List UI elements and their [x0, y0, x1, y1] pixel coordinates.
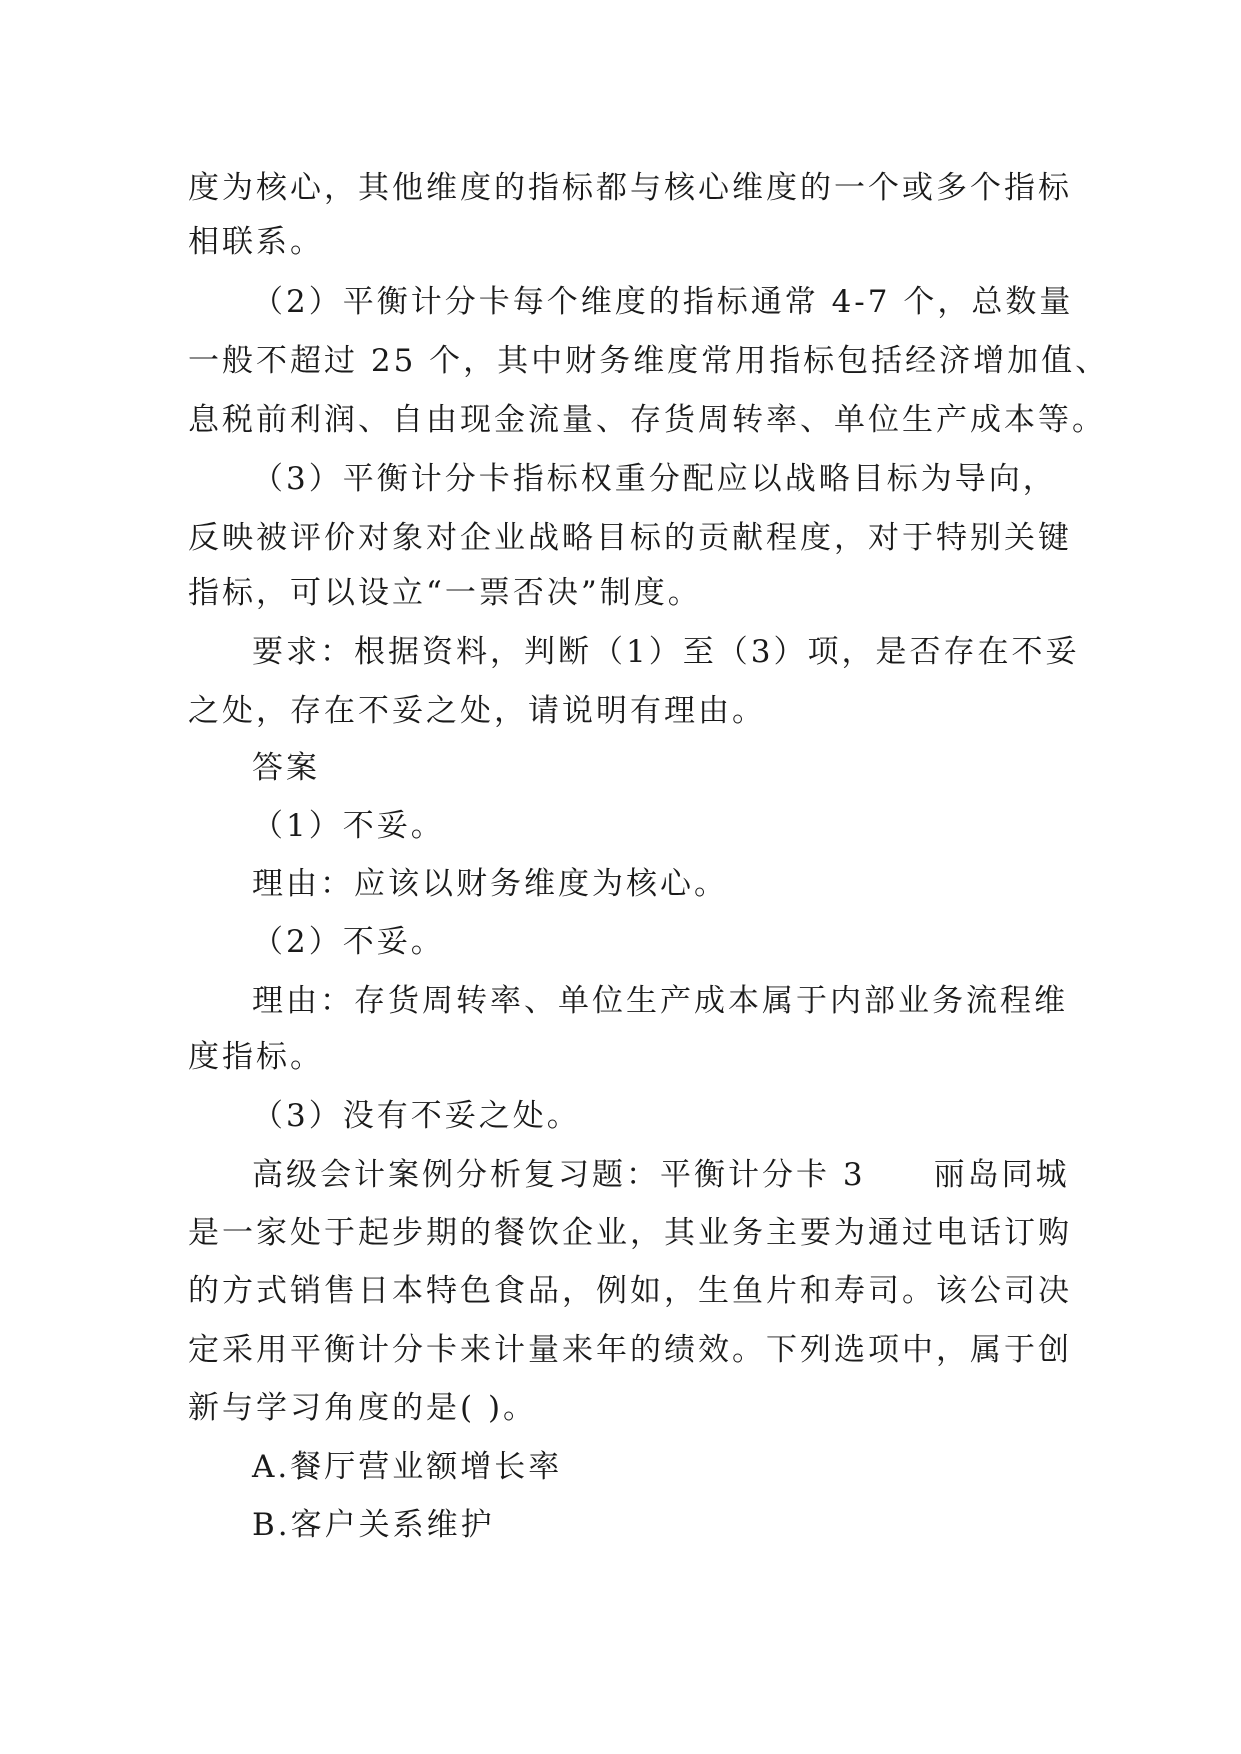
- text-line: 度为核心，其他维度的指标都与核心维度的一个或多个指标: [188, 170, 1072, 206]
- text-line: （2）不妥。: [252, 924, 445, 960]
- text-line: 要求：根据资料，判断（1）至（3）项，是否存在不妥: [252, 634, 1080, 670]
- text-line: 指标，可以设立“一票否决”制度。: [188, 575, 702, 611]
- text-line: （3）平衡计分卡指标权重分配应以战略目标为导向，: [252, 461, 1057, 497]
- text-line: 度指标。: [188, 1039, 324, 1075]
- text-line: 理由：存货周转率、单位生产成本属于内部业务流程维: [252, 983, 1068, 1019]
- text-line: 反映被评价对象对企业战略目标的贡献程度，对于特别关键: [188, 520, 1072, 556]
- text-line: 新与学习角度的是( )。: [188, 1390, 538, 1426]
- text-line: 理由：应该以财务维度为核心。: [252, 866, 728, 902]
- text-line: 相联系。: [188, 224, 324, 260]
- answer-heading: 答案: [252, 750, 320, 786]
- text-line: 高级会计案例分析复习题：平衡计分卡 3 丽岛同城: [252, 1157, 1070, 1193]
- text-line: （1）不妥。: [252, 808, 445, 844]
- text-line: 定采用平衡计分卡来计量来年的绩效。下列选项中，属于创: [188, 1332, 1072, 1368]
- text-line: （2）平衡计分卡每个维度的指标通常 4-7 个，总数量: [252, 284, 1074, 320]
- text-line: 之处，存在不妥之处，请说明有理由。: [188, 693, 766, 729]
- text-line: 是一家处于起步期的餐饮企业，其业务主要为通过电话订购: [188, 1215, 1072, 1251]
- option-b: B.客户关系维护: [252, 1507, 495, 1543]
- option-a: A.餐厅营业额增长率: [252, 1449, 563, 1485]
- text-line: 一般不超过 25 个，其中财务维度常用指标包括经济增加值、: [188, 343, 1110, 379]
- text-line: （3）没有不妥之处。: [252, 1098, 581, 1134]
- text-line: 的方式销售日本特色食品，例如，生鱼片和寿司。该公司决: [188, 1273, 1072, 1309]
- text-line: 息税前利润、自由现金流量、存货周转率、单位生产成本等。: [188, 402, 1106, 438]
